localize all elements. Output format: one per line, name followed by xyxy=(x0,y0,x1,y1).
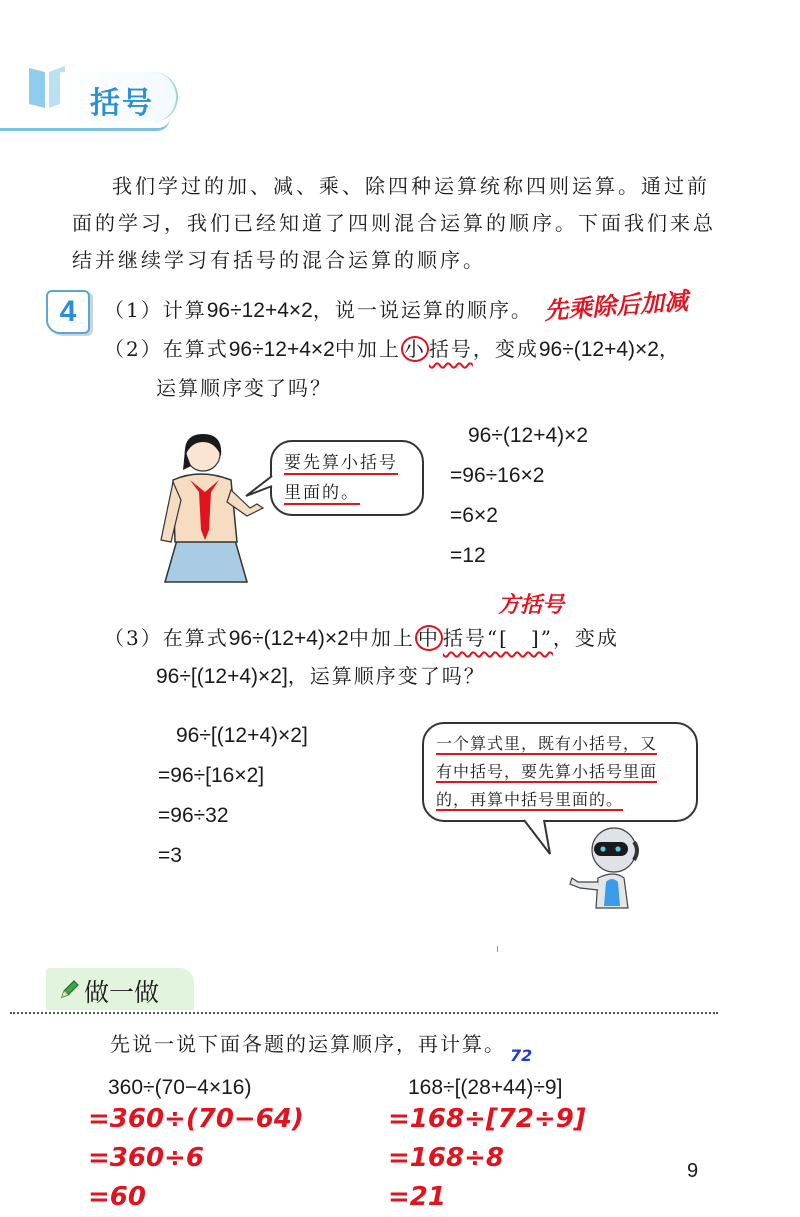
bubble-line: 要先算小括号 xyxy=(284,453,398,473)
example-number-badge: 4 xyxy=(46,290,90,334)
section-title: 括号 xyxy=(90,86,154,121)
solution-step: =168÷8 xyxy=(388,1143,504,1173)
q1-label: （1） xyxy=(104,298,163,322)
q3-expression-2: 96÷[(12+4)×2] xyxy=(156,665,288,688)
practice-problem-2: 168÷[(28+44)÷9] xyxy=(408,1076,563,1099)
pencil-icon xyxy=(58,978,80,1000)
solution-step: =168÷[72÷9] xyxy=(388,1104,586,1134)
q3-label: （3） xyxy=(104,626,163,650)
calc-step: =96÷32 xyxy=(158,804,229,827)
bubble-line: 一个算式里，既有小括号，又 xyxy=(436,734,658,753)
q2-line2: 运算顺序变了吗？ xyxy=(156,376,332,400)
calc-step: =96÷16×2 xyxy=(450,464,545,487)
q2-expression-2: 96÷(12+4)×2 xyxy=(538,338,659,361)
handwritten-solution-1 xyxy=(88,1100,304,1217)
q3-text: 在算式 xyxy=(162,626,229,650)
practice-header xyxy=(46,968,194,1010)
q3-text: ，运算顺序变了吗？ xyxy=(287,664,486,688)
wavy-underlined-text: 括号“[ ]” xyxy=(442,626,553,650)
girl-bubble-tail xyxy=(244,474,274,498)
q1-expression: 96÷12+4×2 xyxy=(206,299,313,322)
q2-text: 在算式 xyxy=(162,337,229,361)
q2-label: （2） xyxy=(104,337,163,361)
intro-paragraph xyxy=(72,168,722,279)
calc-step: 96÷[(12+4)×2] xyxy=(176,724,308,747)
robot-illustration xyxy=(568,820,648,910)
question-1 xyxy=(104,294,533,323)
practice-problem-1: 360÷(70−4×16) xyxy=(108,1076,252,1099)
handwritten-note-order: 先乘除后加减 xyxy=(543,287,689,325)
q1-text: 计算 xyxy=(162,298,207,322)
print-mark xyxy=(497,946,498,952)
question-3 xyxy=(104,622,619,651)
intro-line: 结并继续学习有括号的混合运算的顺序。 xyxy=(72,248,486,272)
intro-line: 我们学过的加、减、乘、除四种运算统称四则运算。通过前 xyxy=(112,174,710,198)
handwritten-note-square-bracket: 方括号 xyxy=(498,593,565,618)
bubble-line: 的，再算中括号里面的。 xyxy=(436,790,624,809)
q2-text: ， xyxy=(659,337,681,361)
page-number: 9 xyxy=(687,1160,699,1182)
blue-annotation: 72 xyxy=(510,1046,533,1065)
circled-char-middle: 中 xyxy=(415,625,443,651)
practice-title: 做一做 xyxy=(84,978,160,1007)
calc-step: =3 xyxy=(158,844,182,867)
handwritten-solution-2 xyxy=(388,1100,586,1217)
practice-instruction: 先说一说下面各题的运算顺序，再计算。 xyxy=(110,1032,506,1056)
solution-step: =21 xyxy=(388,1182,446,1212)
q3-line2 xyxy=(156,660,486,689)
bubble-line: 里面的。 xyxy=(284,483,360,503)
circled-char-small: 小 xyxy=(401,336,429,362)
robot-speech-bubble xyxy=(422,722,698,822)
solution-step: =60 xyxy=(88,1182,146,1212)
calc-step: 96÷(12+4)×2 xyxy=(468,424,589,447)
wavy-underlined-text: 括号 xyxy=(428,337,473,361)
bubble-line: 有中括号，要先算小括号里面 xyxy=(436,762,658,781)
girl-illustration xyxy=(155,430,265,585)
question-2 xyxy=(104,333,681,362)
solution-step: =360÷6 xyxy=(88,1143,204,1173)
q2-text: ，变成 xyxy=(472,337,539,361)
calc-step: =96÷[16×2] xyxy=(158,764,265,787)
calc-step: =12 xyxy=(450,544,486,567)
practice-divider xyxy=(10,1012,718,1014)
q2-expression: 96÷12+4×2 xyxy=(228,338,335,361)
q3-text: 中加上 xyxy=(348,626,415,650)
q3-text: ，变成 xyxy=(552,626,619,650)
section-banner xyxy=(0,60,190,135)
solution-step: =360÷(70−64) xyxy=(88,1104,304,1134)
calculation-2 xyxy=(158,716,308,876)
q3-expression: 96÷(12+4)×2 xyxy=(228,627,349,650)
intro-line: 面的学习，我们已经知道了四则混合运算的顺序。下面我们来总 xyxy=(72,211,716,235)
q1-text: ，说一说运算的顺序。 xyxy=(312,298,533,322)
girl-speech-bubble xyxy=(270,440,424,516)
calc-step: =6×2 xyxy=(450,504,498,527)
q2-text: 中加上 xyxy=(334,337,401,361)
robot-bubble-tail xyxy=(520,818,560,858)
calculation-1 xyxy=(450,416,588,576)
